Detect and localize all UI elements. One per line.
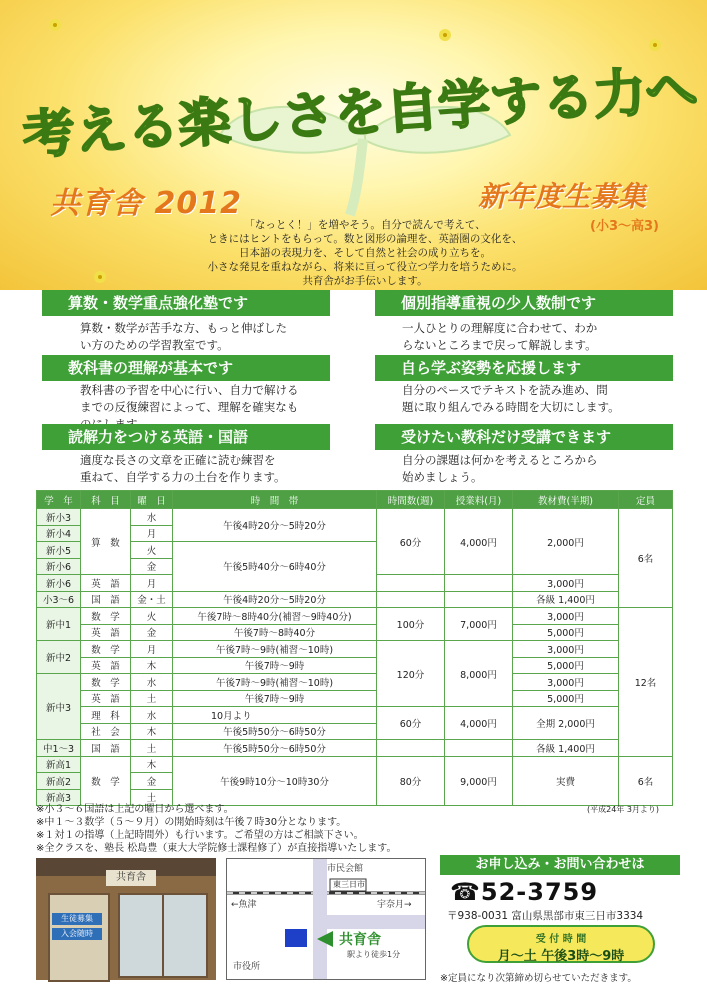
cell-subject: 英 語 bbox=[81, 657, 131, 674]
effective-date: (平成24年 3月より) bbox=[587, 805, 660, 814]
cell-time: 午後9時10分～10時30分 bbox=[173, 756, 377, 806]
map-label-hall: 市民会館 bbox=[327, 864, 364, 874]
office-hours-label: 受 付 時 間 bbox=[535, 934, 587, 945]
table-row bbox=[37, 641, 673, 658]
cell-grade: 新高1 bbox=[37, 756, 81, 773]
intro-line: ときにはヒントをもらって。数と図形の論理を、英語圏の文化を、 bbox=[207, 233, 523, 245]
cell-subject: 数 学 bbox=[81, 641, 131, 658]
intro-line: 共育舎がお手伝いします。 bbox=[302, 275, 428, 287]
cell-time: 午後7時～9時(補習～10時) bbox=[173, 674, 377, 691]
cell-fee bbox=[445, 575, 513, 592]
table-row bbox=[37, 674, 673, 691]
cell-time: 午後7時～9時 bbox=[173, 657, 377, 674]
storefront-photo bbox=[36, 858, 216, 980]
schedule-table bbox=[36, 490, 673, 806]
cell-day: 金・土 bbox=[131, 591, 173, 608]
intro-line: 小さな発見を重ねながら、将来に亘って役立つ学力を培うために。 bbox=[207, 261, 523, 273]
cell-hours: 60分 bbox=[377, 509, 445, 575]
access-map bbox=[226, 858, 426, 980]
cell-grade: 新高2 bbox=[37, 773, 81, 790]
cell-materials: 各級 1,400円 bbox=[513, 591, 619, 608]
cell-grade: 新小4 bbox=[37, 525, 81, 542]
cell-subject: 英 語 bbox=[81, 624, 131, 641]
intro-line: 日本語の表現力を、そして自然と社会の成り立ちを。 bbox=[239, 247, 491, 259]
feature-heading: 受けたい教科だけ受講できます bbox=[373, 424, 673, 450]
map-label-school: 共育舎 bbox=[339, 932, 381, 948]
feature-line: 適度な長さの文章を正確に読む練習を bbox=[80, 453, 276, 467]
cell-day: 金 bbox=[131, 558, 173, 575]
cell-fee: 4,000円 bbox=[445, 509, 513, 575]
table-row bbox=[37, 624, 673, 641]
address: 〒938-0031 富山県黒部市東三日市3334 bbox=[447, 910, 644, 922]
cell-time: 午後5時40分～6時40分 bbox=[173, 542, 377, 592]
header-fee: 授業料(月) bbox=[445, 491, 513, 509]
cell-subject: 国 語 bbox=[81, 591, 131, 608]
map-label-station: 東三日市 bbox=[333, 880, 365, 889]
feature-text bbox=[80, 320, 287, 354]
cell-time: 午後5時50分～6時50分 bbox=[173, 723, 377, 740]
cell-materials: 5,000円 bbox=[513, 624, 619, 641]
cell-subject: 英 語 bbox=[81, 575, 131, 592]
map-label-cityhall: 市役所 bbox=[233, 962, 261, 972]
feature-text bbox=[402, 320, 597, 354]
cell-time: 午後5時50分～6時50分 bbox=[173, 740, 377, 757]
cell-subject: 数 学 bbox=[81, 608, 131, 625]
feature-line: 自分のペースでテキストを読み進め、問 bbox=[402, 383, 608, 397]
cell-day: 土 bbox=[131, 690, 173, 707]
feature-heading: 個別指導重視の少人数制です bbox=[373, 290, 673, 316]
table-row bbox=[37, 756, 673, 773]
cell-capacity: 12名 bbox=[619, 608, 673, 757]
cell-materials: 3,000円 bbox=[513, 608, 619, 625]
cell-materials: 5,000円 bbox=[513, 657, 619, 674]
feature-heading: 算数・数学重点強化塾です bbox=[40, 290, 330, 316]
cell-grade: 新高3 bbox=[37, 789, 81, 806]
feature-text bbox=[80, 452, 286, 486]
cell-time: 午後7時～8時40分(補習～9時40分) bbox=[173, 608, 377, 625]
note-line: ※小３～６国語は上記の曜日から選べます。 bbox=[36, 804, 234, 815]
cell-materials: 全期 2,000円 bbox=[513, 707, 619, 740]
cell-subject: 数 学 bbox=[81, 674, 131, 691]
header-subject: 科 目 bbox=[81, 491, 131, 509]
cell-time: 10月より bbox=[173, 707, 377, 724]
recruit-title: 新年度生募集 bbox=[478, 180, 647, 213]
cell-subject: 理 科 bbox=[81, 707, 131, 724]
cell-day: 月 bbox=[131, 525, 173, 542]
table-row bbox=[37, 509, 673, 526]
cell-subject: 社 会 bbox=[81, 723, 131, 740]
header-time: 時 間 帯 bbox=[173, 491, 377, 509]
cell-grade: 小3～6 bbox=[37, 591, 81, 608]
cell-subject: 国 語 bbox=[81, 740, 131, 757]
hero-banner bbox=[0, 0, 707, 290]
feature-line: 一人ひとりの理解度に合わせて、わか bbox=[402, 321, 598, 335]
grade-range: (小3～高3) bbox=[590, 219, 659, 234]
cell-fee: 4,000円 bbox=[445, 707, 513, 740]
school-year-title: 共育舎 2012 bbox=[50, 186, 242, 221]
cell-grade: 新小6 bbox=[37, 558, 81, 575]
cell-subject: 数 学 bbox=[81, 756, 131, 806]
cell-day: 水 bbox=[131, 707, 173, 724]
closing-note: ※定員になり次第締め切らせていただきます。 bbox=[440, 973, 637, 984]
cell-time: 午後7時～9時(補習～10時) bbox=[173, 641, 377, 658]
cell-fee: 8,000円 bbox=[445, 641, 513, 707]
map-label-uozu: ←魚津 bbox=[231, 900, 257, 910]
cell-day: 木 bbox=[131, 756, 173, 773]
slogan-heading bbox=[20, 50, 700, 167]
cell-subject: 算 数 bbox=[81, 509, 131, 575]
table-header-row bbox=[37, 491, 673, 509]
table-row bbox=[37, 707, 673, 724]
feature-line: らないところまで戻って解説します。 bbox=[402, 338, 597, 352]
cell-day: 火 bbox=[131, 542, 173, 559]
cell-materials: 3,000円 bbox=[513, 641, 619, 658]
cell-materials: 3,000円 bbox=[513, 575, 619, 592]
feature-heading: 自ら学ぶ姿勢を応援します bbox=[373, 355, 673, 381]
cell-grade: 新小3 bbox=[37, 509, 81, 526]
feature-heading: 教科書の理解が基本です bbox=[40, 355, 330, 381]
feature-line: 重ねて、自学する力の土台を作ります。 bbox=[80, 470, 286, 484]
map-label-walk: 駅より徒歩1分 bbox=[347, 950, 401, 959]
cell-materials: 2,000円 bbox=[513, 509, 619, 575]
flower-icon bbox=[640, 30, 670, 60]
cell-hours bbox=[377, 740, 445, 757]
phone-number[interactable]: ☎52-3759 bbox=[450, 878, 599, 906]
cell-day: 水 bbox=[131, 509, 173, 526]
cell-day: 金 bbox=[131, 624, 173, 641]
feature-line: 自分の課題は何かを考えるところから bbox=[402, 453, 598, 467]
notes bbox=[36, 803, 396, 855]
cell-fee bbox=[445, 591, 513, 608]
cell-fee: 9,000円 bbox=[445, 756, 513, 806]
feature-text bbox=[402, 452, 598, 486]
cell-subject: 英 語 bbox=[81, 690, 131, 707]
note-line: ※１対１の指導（上記時間外）も行います。ご希望の方はご相談下さい。 bbox=[36, 830, 364, 841]
cell-fee bbox=[445, 740, 513, 757]
cell-capacity: 6名 bbox=[619, 756, 673, 806]
flower-icon bbox=[430, 20, 460, 50]
cell-hours: 120分 bbox=[377, 641, 445, 707]
feature-line: 教科書の予習を中心に行い、自力で解ける bbox=[80, 383, 299, 397]
table-row bbox=[37, 740, 673, 757]
feature-line: 題に取り組んでみる時間を大切にします。 bbox=[402, 400, 620, 414]
feature-line: 始めましょう。 bbox=[402, 470, 483, 484]
table-row bbox=[37, 608, 673, 625]
header-materials: 教材費(半期) bbox=[513, 491, 619, 509]
note-line: ※全クラスを、塾長 松島豊（東大大学院修士課程修了）が直接指導いたします。 bbox=[36, 843, 397, 854]
cell-fee: 7,000円 bbox=[445, 608, 513, 641]
cell-materials: 実費 bbox=[513, 756, 619, 806]
table-row bbox=[37, 591, 673, 608]
map-label-unazuki: 宇奈月→ bbox=[377, 900, 412, 910]
feature-heading: 読解力をつける英語・国語 bbox=[40, 424, 330, 450]
feature-line: い方のための学習教室です。 bbox=[80, 338, 229, 352]
cell-day: 月 bbox=[131, 641, 173, 658]
flower-icon bbox=[40, 10, 70, 40]
cell-day: 土 bbox=[131, 789, 173, 806]
note-line: ※中１～３数学（５～９月）の開始時刻は午後７時30分となります。 bbox=[36, 817, 347, 828]
cell-day: 土 bbox=[131, 740, 173, 757]
cell-day: 火 bbox=[131, 608, 173, 625]
feature-line: 算数・数学が苦手な方、もっと伸ばした bbox=[80, 321, 287, 335]
cell-grade: 新小6 bbox=[37, 575, 81, 592]
office-hours-box bbox=[467, 925, 655, 963]
cell-time: 午後7時～8時40分 bbox=[173, 624, 377, 641]
photo-sign: 共育舎 bbox=[106, 870, 156, 886]
header-grade: 学 年 bbox=[37, 491, 81, 509]
cell-hours bbox=[377, 591, 445, 608]
office-hours: 月～土 午後3時～9時 bbox=[497, 949, 625, 964]
cell-materials: 5,000円 bbox=[513, 690, 619, 707]
cell-day: 木 bbox=[131, 657, 173, 674]
photo-banner: 入会随時 bbox=[52, 928, 102, 940]
header-hours: 時間数(週) bbox=[377, 491, 445, 509]
intro-text bbox=[200, 218, 530, 288]
cell-grade: 新中1 bbox=[37, 608, 81, 641]
cell-hours: 100分 bbox=[377, 608, 445, 641]
header-day: 曜 日 bbox=[131, 491, 173, 509]
cell-day: 月 bbox=[131, 575, 173, 592]
header-capacity: 定員 bbox=[619, 491, 673, 509]
cell-grade: 新小5 bbox=[37, 542, 81, 559]
cell-time: 午後4時20分～5時20分 bbox=[173, 591, 377, 608]
cell-time: 午後7時～9時 bbox=[173, 690, 377, 707]
slogan-text: 考える楽しさを自学する力へ bbox=[20, 59, 700, 167]
feature-line: までの反復練習によって、理解を確実なも bbox=[80, 400, 299, 414]
intro-line: 「なっとく！」を増やそう。自分で読んで考えて、 bbox=[244, 219, 486, 231]
cell-grade: 中1～3 bbox=[37, 740, 81, 757]
cell-capacity: 6名 bbox=[619, 509, 673, 608]
flower-icon bbox=[85, 262, 115, 292]
cell-materials: 3,000円 bbox=[513, 674, 619, 691]
cell-materials: 各級 1,400円 bbox=[513, 740, 619, 757]
cell-day: 木 bbox=[131, 723, 173, 740]
cell-hours: 80分 bbox=[377, 756, 445, 806]
cell-day: 金 bbox=[131, 773, 173, 790]
cell-hours: 60分 bbox=[377, 707, 445, 740]
contact-header: お申し込み・お問い合わせは bbox=[440, 855, 680, 875]
cell-time: 午後4時20分～5時20分 bbox=[173, 509, 377, 542]
cell-day: 水 bbox=[131, 674, 173, 691]
table-row bbox=[37, 690, 673, 707]
cell-grade: 新中3 bbox=[37, 674, 81, 740]
cell-grade: 新中2 bbox=[37, 641, 81, 674]
feature-text bbox=[402, 382, 620, 416]
table-row bbox=[37, 657, 673, 674]
photo-banner: 生徒募集 bbox=[52, 913, 102, 925]
cell-hours bbox=[377, 575, 445, 592]
